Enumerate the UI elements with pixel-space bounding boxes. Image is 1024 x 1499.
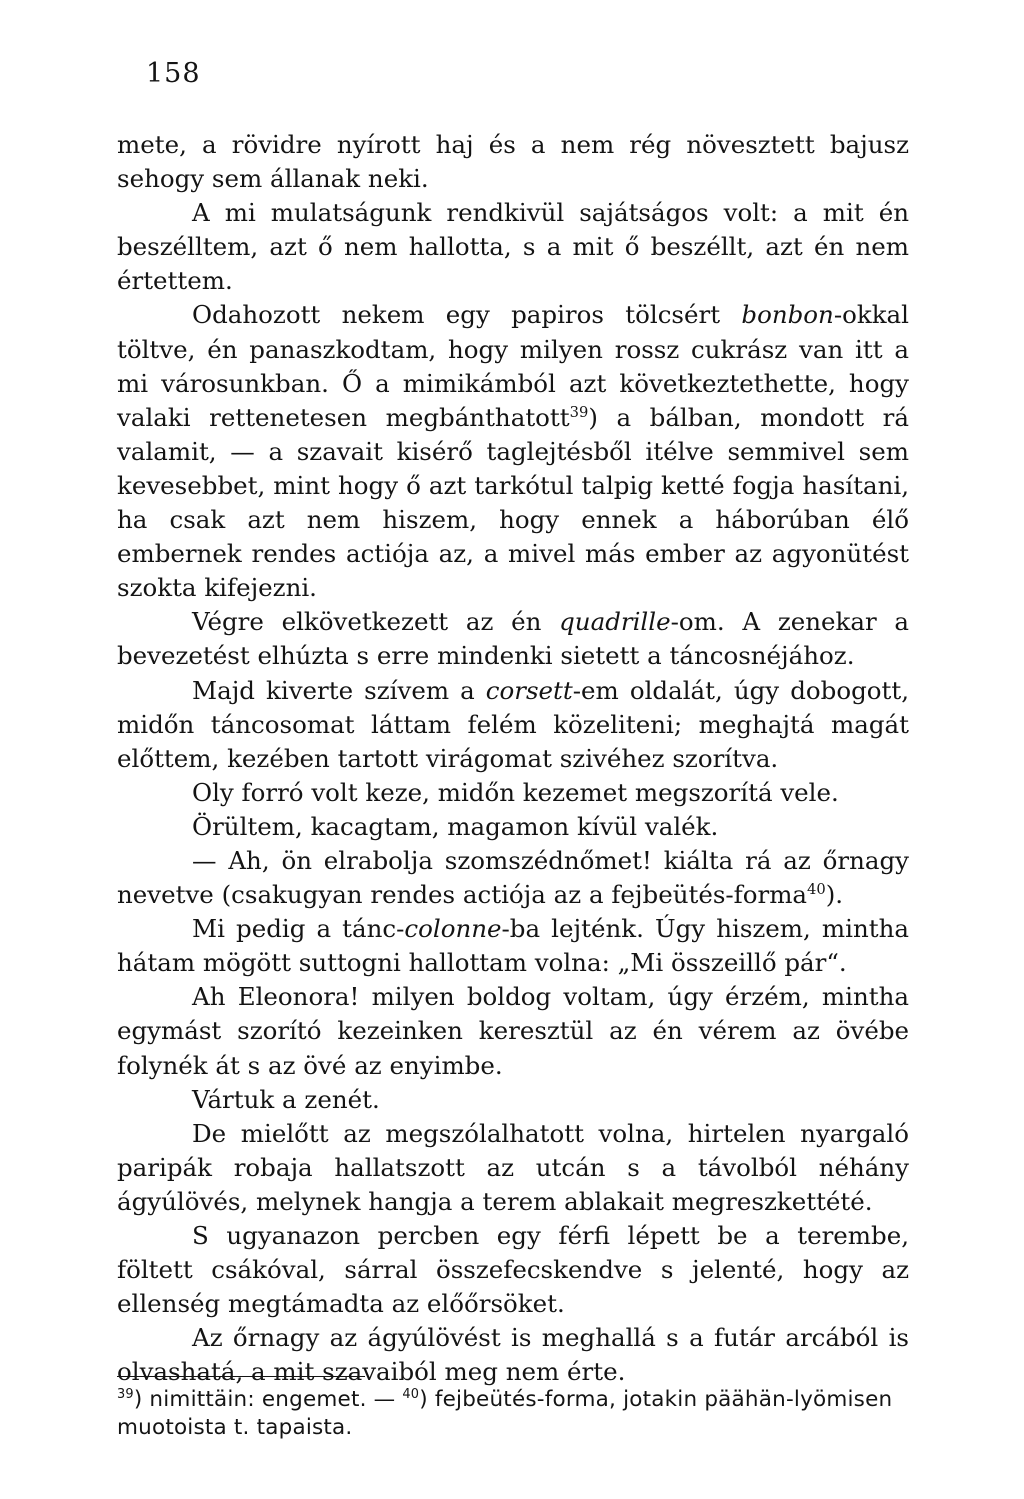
paragraph-8	[117, 844, 909, 912]
paragraph-1: mete, a rövidre nyírott haj és a nem rég növesztett bajusz sehogy sem állanak neki.	[117, 130, 909, 194]
paragraph-9	[117, 912, 909, 980]
paragraph-7: Örültem, kacagtam, magamon kívül valék.	[192, 811, 719, 841]
paragraph-12: De mielőtt az megszólalhatott volna, hirtelen nyargaló paripák robaja hallatszott az utcán s a távolból néhány ágyúlövés, melynek hangja a terem ablakait megreszkettété.	[117, 1118, 909, 1216]
italic-bonbon: bonbon	[741, 300, 834, 330]
paragraph-6: Oly forró volt keze, midőn kezemet megszorítá vele.	[192, 777, 839, 807]
footnote-marker-39: 39	[117, 1386, 134, 1402]
paragraph-4-text-b: -om. A zenekar a bevezetést elhúzta s erre mindenki sietett a táncosnéjához.	[117, 607, 910, 671]
footnote-39-text: ) nimittäin: engemet. —	[133, 1387, 403, 1412]
paragraph-13: S ugyanazon percben egy férfi lépett be a terembe, föltett csákóval, sárral összefecskendve s jelenté, hogy az ellenség megtámadta az előőrsöket.	[117, 1221, 909, 1319]
italic-quadrille: quadrille	[559, 607, 671, 637]
footnotes	[117, 1386, 909, 1442]
paragraph-14: Az őrnagy az ágyúlövést is meghallá s a futár arcából is olvashatá, a mit szavaiból meg nem érte.	[117, 1323, 909, 1387]
paragraph-5-text-a: Majd kiverte szívem a	[192, 675, 486, 705]
italic-colonne: colonne	[404, 914, 502, 944]
paragraph-9-text-b: -ba lejténk. Úgy hiszem, mintha hátam mögött suttogni hallottam volna: „Mi összeillő pár“.	[117, 914, 909, 978]
paragraph-8-text-b: ).	[825, 880, 844, 910]
paragraph-5	[117, 674, 909, 776]
paragraph-3-text-a: Odahozott nekem egy papiros tölcsért	[192, 300, 742, 330]
paragraph-2: A mi mulatságunk rendkivül sajátságos volt: a mit én beszélltem, azt ő nem hallotta, s a mit ő beszéllt, azt én nem értettem.	[117, 198, 909, 296]
paragraph-11: Vártuk a zenét.	[192, 1084, 380, 1114]
paragraph-4	[117, 605, 909, 673]
footnote-ref-39[interactable]: 39	[569, 403, 589, 421]
footnote-divider	[117, 1376, 365, 1377]
paragraph-8-text-a: — Ah, ön elrabolja szomszédnőmet! kiálta rá az őrnagy nevetve (csakugyan rendes actiója az a fejbeütés-forma	[117, 845, 909, 910]
paragraph-10: Ah Eleonora! milyen boldog voltam, úgy érzém, mintha egymást szorító kezeinken keresztül az én vérem az övébe folynék át s az övé az enyimbe.	[117, 982, 909, 1080]
footnote-ref-40[interactable]: 40	[807, 880, 826, 898]
paragraph-3-text-c: ) a bálban, mondott rá valamit, — a szavait kisérő taglejtésből itélve semmivel sem kevesebbet, mint hogy ő azt tarkótul talpig ketté fogja hasítani, ha csak azt nem hiszem, hogy ennek a háborúban élő embernek rendes actiója az, a mivel más ember az agyonütést szokta kifejezni.	[117, 402, 909, 603]
paragraph-4-text-a: Végre elkövetkezett az én	[192, 607, 560, 637]
paragraph-3-text-b: -okkal töltve, én panaszkodtam, hogy milyen rossz cukrász van itt a mi városunkban. Ő a mimikámból azt következtethette, hogy valaki rettenetesen megbánthatott	[117, 300, 909, 432]
page-number: 158	[146, 58, 201, 89]
paragraph-3	[117, 298, 909, 605]
footnote-40-text: ) fejbeütés-forma, jotakin päähän-lyömisen muotoista t. tapaista.	[117, 1387, 893, 1440]
paragraph-5-text-b: -em oldalát, úgy dobogott, midőn táncosomat láttam felém közeliteni; meghajtá magát előttem, kezében tartott virágomat szivéhez szorítva.	[117, 675, 909, 773]
footnote-marker-40: 40	[402, 1386, 420, 1402]
body-text	[117, 128, 909, 1389]
paragraph-9-text-a: Mi pedig a tánc-	[192, 914, 405, 944]
footnote-text	[117, 1386, 909, 1442]
italic-corsett: corsett	[485, 675, 573, 705]
